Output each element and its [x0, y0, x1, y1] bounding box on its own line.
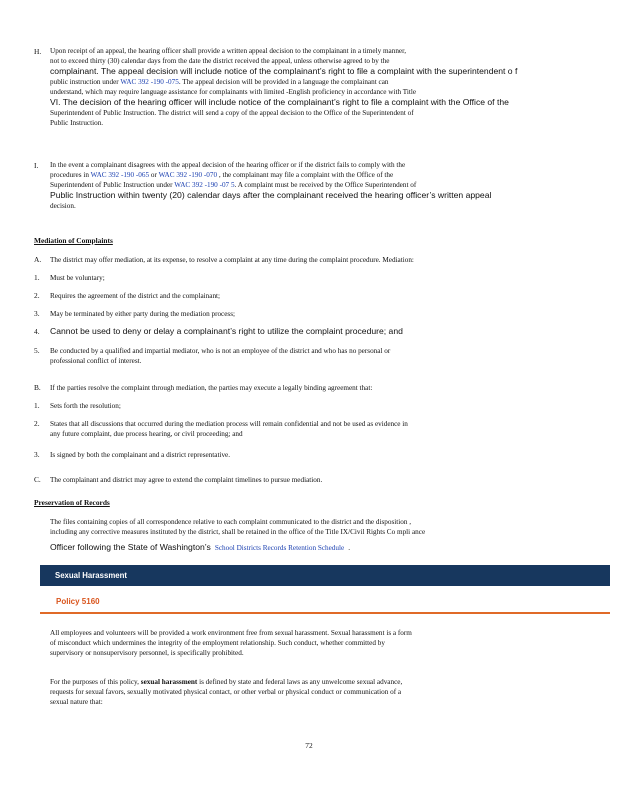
preservation-heading: Preservation of Records [34, 498, 110, 507]
item-i-line: procedures in [50, 171, 89, 179]
item-h-marker: H. [34, 47, 42, 56]
item-i-line: Public Instruction within twenty (20) calendar days after the complainant received the hearing officer’s written appeal [50, 190, 492, 200]
list-item-line: any future complaint, due process hearing, or civil proceeding; and [50, 430, 243, 438]
divider [40, 612, 610, 614]
item-h-line: Upon receipt of an appeal, the hearing officer shall provide a written appeal decision to the complainant in a timely manner, [50, 47, 407, 55]
mediation-a-text: The district may offer mediation, at its expense, to resolve a complaint at any time during the complaint procedure. Mediation: [50, 256, 414, 264]
preservation-line: including any corrective measures instituted by the district, shall be retained in the office of the Title IX/Civil Rights Co mpli ance [50, 528, 426, 536]
item-h-line: . The appeal decision will be provided in a language the complainant can [178, 78, 389, 86]
harassment-line: For the purposes of this policy, [50, 678, 139, 686]
mediation-heading: Mediation of Complaints [34, 236, 113, 245]
item-h-line: Public Instruction. [50, 119, 104, 127]
list-marker: 1. [34, 401, 40, 410]
harassment-line: supervisory or nonsupervisory personnel, is specifically prohibited. [50, 649, 244, 657]
harassment-line: All employees and volunteers will be provided a work environment free from sexual harassment. Sexual harassment is a form [50, 629, 412, 637]
list-marker: 3. [34, 309, 40, 318]
list-marker: 3. [34, 450, 40, 459]
item-h-line: complainant. The appeal decision will include notice of the complainant’s right to file a complaint with the superintendent o f [50, 66, 518, 76]
item-i-line: decision. [50, 202, 76, 210]
list-item-line: professional conflict of interest. [50, 357, 142, 365]
list-item-line: States that all discussions that occurred during the mediation process will remain confidential and not be used as evidence in [50, 420, 408, 428]
wac-link[interactable]: WAC 392 -190 -075 [120, 78, 179, 86]
harassment-line: of misconduct which undermines the integrity of the employment relationship. Such conduct, whether committed by [50, 639, 385, 647]
list-item-line: Be conducted by a qualified and impartial mediator, who is not an employee of the district and who has no personal or [50, 347, 391, 355]
item-h-line: Superintendent of Public Instruction. The district will send a copy of the appeal decision to the Office of the Superintendent of [50, 109, 414, 117]
item-i-line: . A complaint must be received by the Office Superintendent of [234, 181, 417, 189]
item-h-line: understand, which may require language assistance for complainants with limited -English proficiency in accordance with Title [50, 88, 417, 96]
item-i-line: Superintendent of Public Instruction under [50, 181, 173, 189]
list-marker: 2. [34, 419, 40, 428]
defined-term: sexual harassment [140, 678, 198, 686]
item-h-line: VI. The decision of the hearing officer will include notice of the complainant’s right to file a complaint with the Office of the [50, 97, 509, 107]
list-item [50, 346, 586, 366]
mediation-b-text: If the parties resolve the complaint through mediation, the parties may execute a legally binding agreement that: [50, 384, 373, 392]
list-marker: 5. [34, 346, 40, 355]
list-marker: 4. [34, 327, 40, 336]
list-item: Must be voluntary; [50, 274, 105, 282]
preservation-line: The files containing copies of all correspondence relative to each complaint communicated to the district and the disposition , [50, 518, 412, 526]
harassment-paragraph-2 [50, 677, 586, 707]
item-h-line: public instruction under [50, 78, 119, 86]
harassment-line: is defined by state and federal laws as any unwelcome sexual advance, [199, 678, 403, 686]
item-i-line: In the event a complainant disagrees with the appeal decision of the hearing officer or if the district fails to comply with the [50, 161, 406, 169]
mediation-a-marker: A. [34, 255, 42, 264]
preservation-text [50, 517, 586, 555]
item-h-text [50, 46, 586, 128]
harassment-line: requests for sexual favors, sexually motivated physical contact, or other verbal or physical conduct or communication of a [50, 688, 402, 696]
section-banner: Sexual Harassment [40, 565, 610, 586]
list-item: Requires the agreement of the district and the complainant; [50, 292, 221, 300]
mediation-c-marker: C. [34, 475, 41, 484]
list-marker: 2. [34, 291, 40, 300]
wac-link[interactable]: WAC 392 -190 -07 5 [174, 181, 235, 189]
page-number: 72 [305, 741, 313, 750]
list-item: May be terminated by either party during the mediation process; [50, 310, 236, 318]
item-i-line: or [150, 171, 157, 179]
preservation-line: Officer following the State of Washington’s [50, 542, 211, 552]
wac-link[interactable]: WAC 392 -190 -070 [158, 171, 218, 179]
list-item: Sets forth the resolution; [50, 402, 121, 410]
harassment-line: sexual nature that: [50, 698, 103, 706]
list-item: Is signed by both the complainant and a district representative. [50, 451, 231, 459]
mediation-b-marker: B. [34, 383, 41, 392]
mediation-c-text: The complainant and district may agree to extend the complaint timelines to pursue mediation. [50, 476, 323, 484]
retention-schedule-link[interactable]: School Districts Records Retention Schedule [214, 544, 345, 552]
list-item: Cannot be used to deny or delay a complainant’s right to utilize the complaint procedure; and [50, 326, 403, 336]
item-i-line: , the complainant may file a complaint with the Office of the [218, 171, 394, 179]
list-item [50, 419, 586, 439]
preservation-line: . [348, 544, 350, 552]
harassment-paragraph-1 [50, 628, 586, 658]
list-marker: 1. [34, 273, 40, 282]
item-i-text [50, 160, 586, 211]
item-i-marker: I. [34, 161, 39, 170]
item-h-line: not to exceed thirty (30) calendar days from the date the district received the appeal, unless otherwise agreed to by the [50, 57, 390, 65]
policy-number: Policy 5160 [56, 597, 100, 606]
wac-link[interactable]: WAC 392 -190 -065 [90, 171, 150, 179]
